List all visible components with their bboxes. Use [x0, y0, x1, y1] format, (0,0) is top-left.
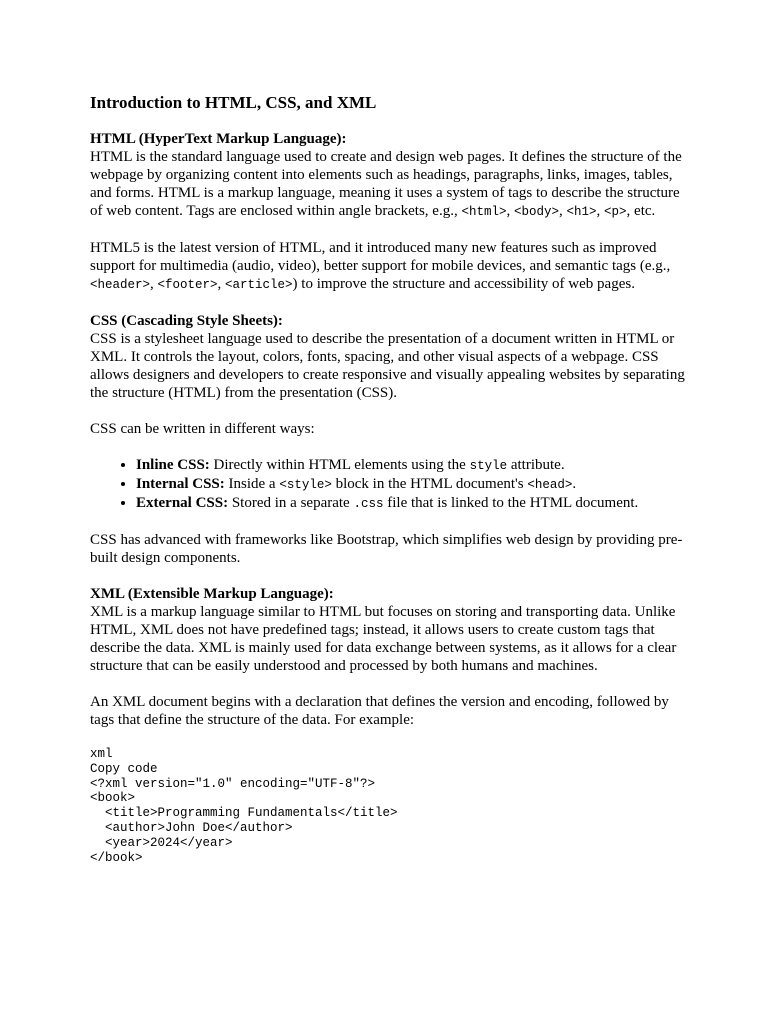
- list-item: [136, 475, 690, 494]
- code-line: <book>: [90, 791, 136, 806]
- code-line: <author>John Doe</author>: [90, 820, 293, 835]
- list-item-text: Directly within HTML elements using the: [209, 457, 470, 473]
- copy-code-label: Copy code: [90, 761, 158, 776]
- inline-code: <style>: [279, 478, 332, 492]
- tag-code: <p>: [604, 205, 627, 219]
- code-line: <title>Programming Fundamentals</title>: [90, 806, 398, 821]
- list-item-term: Internal CSS:: [136, 476, 225, 492]
- html-paragraph-1-tail: , etc.: [626, 203, 656, 219]
- tag-code: <body>: [513, 205, 559, 219]
- html-paragraph-1: HTML is the standard language used to create and design web pages. It defines the structure of the webpage by organizing content into elements such as headings, paragraphs, links, images, tables, and forms. HTML is a markup language, meaning it uses a system of tags to describe the structure of web content. Tags are enclosed within angle brackets, e.g., <html>, <body>, <h1>, <p>, etc.: [90, 149, 682, 219]
- document-title: Introduction to HTML, CSS, and XML: [90, 93, 377, 112]
- css-paragraph-3: CSS has advanced with frameworks like Bootstrap, which simplifies web design by providing pre-built design components.: [90, 532, 683, 566]
- html-paragraph-2-text: HTML5 is the latest version of HTML, and it introduced many new features such as improved support for multimedia (audio, video), better support for mobile devices, and semantic tags (e.g.,: [90, 240, 671, 274]
- list-item: [136, 456, 690, 475]
- css-section: [90, 312, 690, 567]
- list-item-text: Inside a: [224, 476, 280, 492]
- html-paragraph-1-text: HTML is the standard language used to create and design web pages. It defines the structure of the webpage by organizing content into elements such as headings, paragraphs, links, images, tables, and forms. HTML is a markup language, meaning it uses a system of tags to describe the structure of web content. Tags are enclosed within angle brackets, e.g.,: [90, 149, 682, 219]
- tag-code: <article>: [225, 278, 293, 292]
- list-item-term: External CSS:: [136, 495, 229, 511]
- list-item-text: file that is linked to the HTML document.: [383, 495, 639, 511]
- list-item-term: Inline CSS:: [136, 457, 210, 473]
- tag-code: <footer>: [157, 278, 218, 292]
- css-methods-list: [90, 456, 690, 513]
- inline-code: <head>: [527, 478, 573, 492]
- code-line: <?xml version="1.0" encoding="UTF-8"?>: [90, 776, 376, 791]
- inline-code: style: [469, 459, 508, 473]
- css-paragraph-2: CSS can be written in different ways:: [90, 421, 315, 437]
- code-line: <year>2024</year>: [90, 835, 233, 850]
- xml-section: [90, 585, 690, 865]
- list-item-text: block in the HTML document's: [331, 476, 528, 492]
- code-language-label: xml: [90, 747, 113, 761]
- xml-code-block: [90, 747, 690, 865]
- tag-code: <h1>: [566, 205, 597, 219]
- list-item-text: attribute.: [507, 457, 565, 473]
- html-section: [90, 130, 690, 294]
- xml-section-heading: XML (Extensible Markup Language):: [90, 586, 334, 602]
- html-paragraph-2-tail: ) to improve the structure and accessibility of web pages.: [292, 276, 635, 292]
- code-line: </book>: [90, 850, 143, 865]
- list-item-text: .: [572, 476, 577, 492]
- html-section-heading: HTML (HyperText Markup Language):: [90, 131, 347, 147]
- document-page: [90, 93, 690, 865]
- inline-code: .css: [353, 497, 384, 511]
- tag-code: <html>: [461, 205, 507, 219]
- html-paragraph-2: HTML5 is the latest version of HTML, and it introduced many new features such as improved support for multimedia (audio, video), better support for mobile devices, and semantic tags (e.g., <header>, <footer>, <article>) to improve the structure and accessibility of web pages.: [90, 240, 671, 292]
- list-item-text: Stored in a separate: [228, 495, 354, 511]
- tag-code: <header>: [90, 278, 151, 292]
- css-section-heading: CSS (Cascading Style Sheets):: [90, 313, 283, 329]
- css-paragraph-1: CSS is a stylesheet language used to describe the presentation of a document written in HTML or XML. It controls the layout, colors, fonts, spacing, and other visual aspects of a webpage. CSS allows designers and developers to create responsive and visually appealing websites by separating the structure (HTML) from the presentation (CSS).: [90, 331, 685, 401]
- list-item: [136, 494, 690, 513]
- xml-paragraph-2: An XML document begins with a declaration that defines the version and encoding, followed by tags that define the structure of the data. For example:: [90, 694, 669, 728]
- xml-paragraph-1: XML is a markup language similar to HTML but focuses on storing and transporting data. Unlike HTML, XML does not have predefined tags; instead, it allows users to create custom tags that describe the data. XML is mainly used for data exchange between systems, as it allows for a clear structure that can be easily understood and processed by both humans and machines.: [90, 604, 677, 674]
